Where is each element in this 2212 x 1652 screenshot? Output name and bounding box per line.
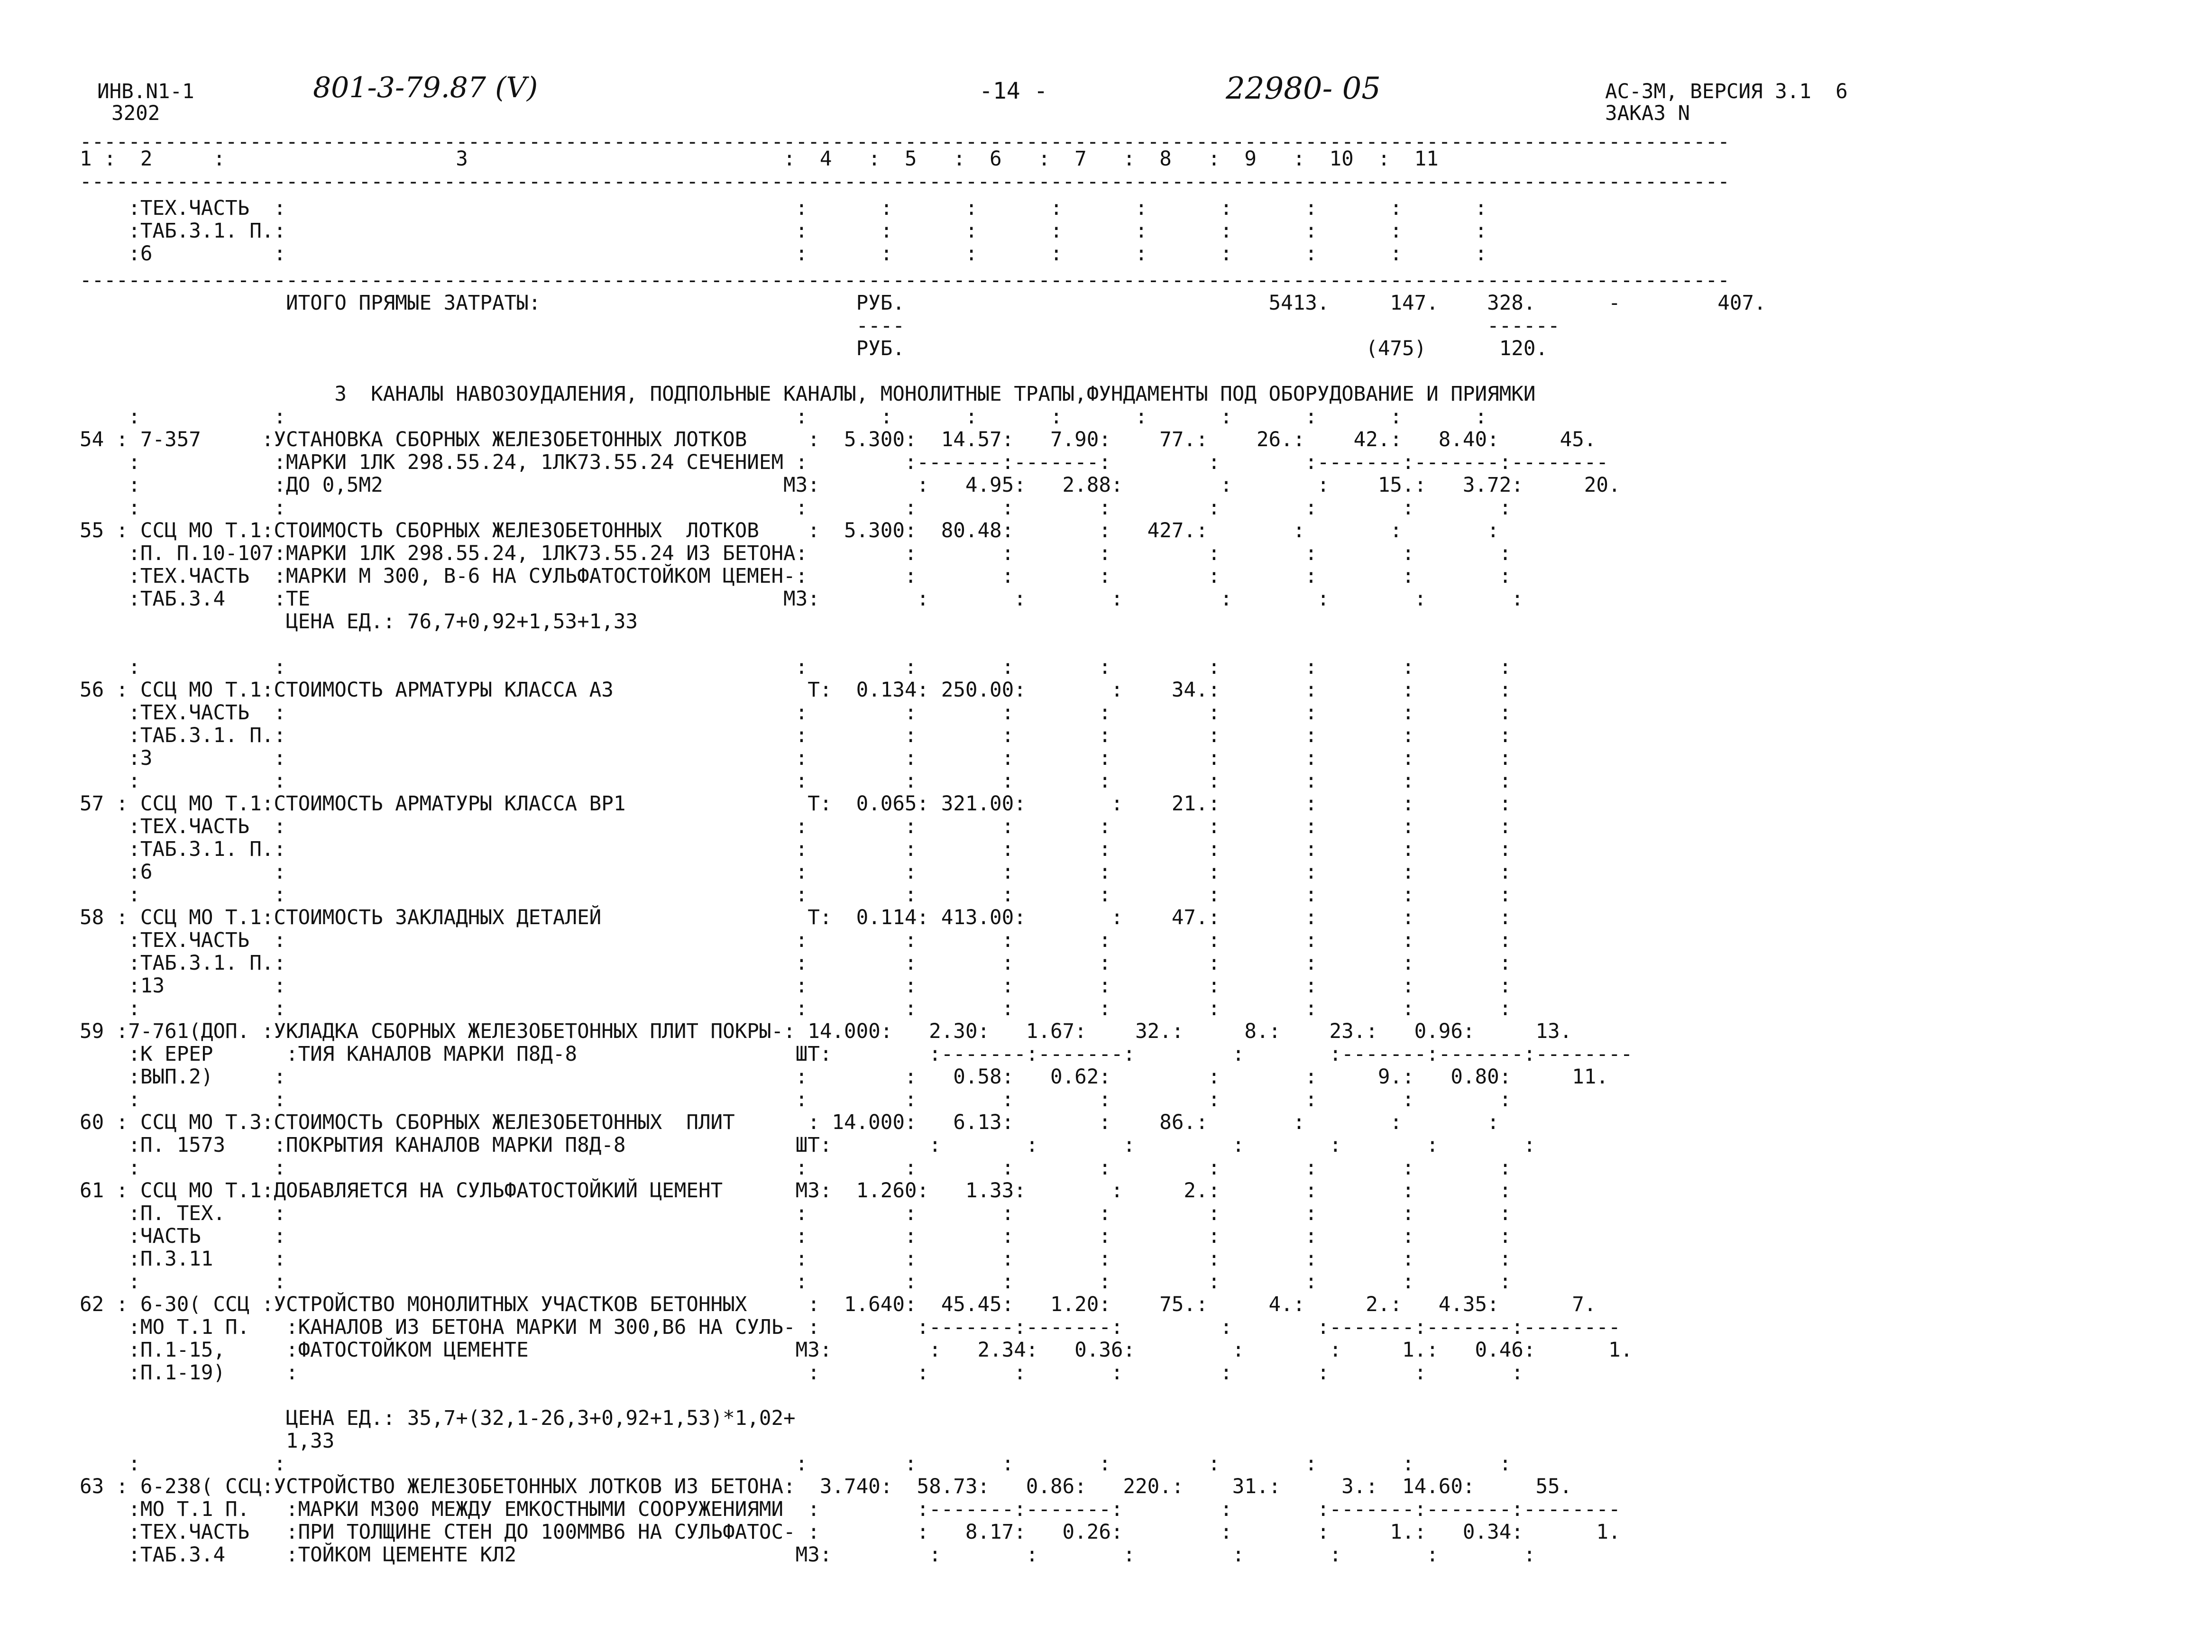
table-line: 56 : ССЦ МО Т.1:СТОИМОСТЬ АРМАТУРЫ КЛАССА А3 Т: 0.134: 250.00: : 34.: : : : bbox=[80, 679, 1512, 702]
table-line: :К ЕРЕР :ТИЯ КАНАЛОВ МАРКИ П8Д-8 ШТ: :-------:-------: : :-------:-------:-------- bbox=[80, 1043, 1633, 1066]
table-line: : : : : : : : : : : bbox=[80, 1156, 1512, 1180]
table-line: :ТЕХ.ЧАСТЬ : : : : : : : : : bbox=[80, 701, 1512, 725]
table-line: :ТАБ.3.1. П.: : : : : : : : : bbox=[80, 724, 1512, 747]
table-line: :3 : : : : : : : : : bbox=[80, 747, 1512, 770]
table-line: : :ДО 0,5М2 М3: : 4.95: 2.88: : : 15.: 3.72: 20. bbox=[80, 474, 1621, 497]
table-line: 61 : ССЦ МО Т.1:ДОБАВЛЯЕТСЯ НА СУЛЬФАТОСТОЙКИЙ ЦЕМЕНТ М3: 1.260: 1.33: : 2.: : : : bbox=[80, 1179, 1512, 1202]
document-code: 801-3-79.87 (V) bbox=[313, 71, 538, 104]
table-line: :6 : : : : : : : : : : bbox=[80, 242, 1487, 266]
table-line: :ТАБ.3.4 :ТЕ М3: : : : : : : : bbox=[80, 587, 1524, 611]
table-line: :ТЕХ.ЧАСТЬ :ПРИ ТОЛЩИНЕ СТЕН ДО 100ММВ6 НА СУЛЬФАТОС- : : 8.17: 0.26: : : 1.: 0.34: 1. bbox=[80, 1521, 1621, 1544]
table-line: 60 : ССЦ МО Т.3:СТОИМОСТЬ СБОРНЫХ ЖЕЛЕЗОБЕТОННЫХ ПЛИТ : 14.000: 6.13: : 86.: : : : bbox=[80, 1111, 1499, 1134]
table-line: ---------------------------------------------------------------------------------------------------------------------------------------- bbox=[80, 170, 1730, 193]
table-line: :ТЕХ.ЧАСТЬ : : : : : : : : : bbox=[80, 815, 1512, 838]
table-line: :П. П.10-107:МАРКИ 1ЛК 298.55.24, 1ЛК73.55.24 ИЗ БЕТОНА: : : : : : : : bbox=[80, 542, 1512, 565]
table-line: :МО Т.1 П. :КАНАЛОВ ИЗ БЕТОНА МАРКИ М 300,В6 НА СУЛЬ- : :-------:-------: : :-------:-------:-------- bbox=[80, 1316, 1621, 1339]
table-line: ЦЕНА ЕД.: 76,7+0,92+1,53+1,33 bbox=[80, 610, 638, 633]
table-line: 62 : 6-30( ССЦ :УСТРОЙСТВО МОНОЛИТНЫХ УЧАСТКОВ БЕТОННЫХ : 1.640: 45.45: 1.20: 75.: 4.: 2.: 4.35: 7. bbox=[80, 1293, 1597, 1316]
table-line: :ТАБ.3.1. П.: : : : : : : : : : bbox=[80, 220, 1487, 243]
table-line: : : : : : : : : : : bbox=[80, 1270, 1512, 1294]
table-line: ---- ------ bbox=[80, 314, 1560, 338]
table-line: 3 КАНАЛЫ НАВОЗОУДАЛЕНИЯ, ПОДПОЛЬНЫЕ КАНАЛЫ, МОНОЛИТНЫЕ ТРАПЫ,ФУНДАМЕНТЫ ПОД ОБОРУДОВАНИЕ И ПРИЯМКИ bbox=[80, 383, 1536, 406]
table-line: 57 : ССЦ МО Т.1:СТОИМОСТЬ АРМАТУРЫ КЛАССА ВР1 Т: 0.065: 321.00: : 21.: : : : bbox=[80, 792, 1512, 816]
table-line: : : : : : : : : : : bbox=[80, 656, 1512, 679]
table-line: :П. 1573 :ПОКРЫТИЯ КАНАЛОВ МАРКИ П8Д-8 ШТ: : : : : : : : bbox=[80, 1134, 1536, 1157]
table-line: 1,33 bbox=[80, 1430, 335, 1453]
program-version: АС-3М, ВЕРСИЯ 3.1 6 bbox=[1605, 80, 1848, 103]
table-line: :П.1-15, :ФАТОСТОЙКОМ ЦЕМЕНТЕ М3: : 2.34: 0.36: : : 1.: 0.46: 1. bbox=[80, 1339, 1633, 1362]
inventory-number: ИНВ.N1-1 bbox=[97, 80, 194, 103]
table-line: : : : : : : : : : : bbox=[80, 770, 1512, 793]
table-line: :ТЕХ.ЧАСТЬ : : : : : : : : : : bbox=[80, 197, 1487, 220]
table-line: :П.1-19) : : : : : : : : : bbox=[80, 1361, 1524, 1385]
table-line: :ТЕХ.ЧАСТЬ :МАРКИ М 300, В-6 НА СУЛЬФАТОСТОЙКОМ ЦЕМЕН-: : : : : : : : bbox=[80, 565, 1512, 588]
table-line: 59 :7-761(ДОП. :УКЛАДКА СБОРНЫХ ЖЕЛЕЗОБЕТОННЫХ ПЛИТ ПОКРЫ-: 14.000: 2.30: 1.67: 32.: 8.: 23.: 0.96: 13. bbox=[80, 1020, 1572, 1043]
table-line: ЦЕНА ЕД.: 35,7+(32,1-26,3+0,92+1,53)*1,02+ bbox=[80, 1407, 796, 1430]
order-number: ЗАКАЗ N bbox=[1605, 102, 1690, 125]
stamp-number: 22980- 05 bbox=[1226, 71, 1381, 106]
table-line: 55 : ССЦ МО Т.1:СТОИМОСТЬ СБОРНЫХ ЖЕЛЕЗОБЕТОННЫХ ЛОТКОВ : 5.300: 80.48: : 427.: : : : bbox=[80, 519, 1499, 542]
table-line: :П. ТЕХ. : : : : : : : : : bbox=[80, 1202, 1512, 1225]
table-line: ИТОГО ПРЯМЫЕ ЗАТРАТЫ: РУБ. 5413. 147. 328. - 407. bbox=[80, 292, 1766, 315]
table-line: : : : : : : : : : : bbox=[80, 1088, 1512, 1111]
table-line: : : : : : : : : : : bbox=[80, 997, 1512, 1020]
table-line: 1 : 2 : 3 : 4 : 5 : 6 : 7 : 8 : 9 : 10 : 11 bbox=[80, 147, 1439, 171]
table-line: :ЧАСТЬ : : : : : : : : : bbox=[80, 1225, 1512, 1248]
table-line: : : : : : : : : : : bbox=[80, 496, 1512, 520]
table-line: :ТАБ.3.4 :ТОЙКОМ ЦЕМЕНТЕ КЛ2 М3: : : : : : : : bbox=[80, 1543, 1536, 1567]
table-line: :П.3.11 : : : : : : : : : bbox=[80, 1248, 1512, 1271]
table-line: :6 : : : : : : : : : bbox=[80, 861, 1512, 884]
table-line: :13 : : : : : : : : : bbox=[80, 974, 1512, 998]
table-line: 63 : 6-238( ССЦ:УСТРОЙСТВО ЖЕЛЕЗОБЕТОННЫХ ЛОТКОВ ИЗ БЕТОНА: 3.740: 58.73: 0.86: 220.: 31.: 3.: 14.60: 55. bbox=[80, 1475, 1572, 1498]
table-line: : :МАРКИ 1ЛК 298.55.24, 1ЛК73.55.24 СЕЧЕНИЕМ : :-------:-------: : :-------:-------:-------- bbox=[80, 451, 1608, 474]
table-line: 58 : ССЦ МО Т.1:СТОИМОСТЬ ЗАКЛАДНЫХ ДЕТАЛЕЙ Т: 0.114: 413.00: : 47.: : : : bbox=[80, 906, 1512, 929]
table-line: :МО Т.1 П. :МАРКИ М300 МЕЖДУ ЕМКОСТНЫМИ СООРУЖЕНИЯМИ : :-------:-------: : :-------:-------:-------- bbox=[80, 1498, 1621, 1521]
table-line: : : : : : : : : : : : bbox=[80, 405, 1487, 429]
table-line: ---------------------------------------------------------------------------------------------------------------------------------------- bbox=[80, 269, 1730, 292]
table-line: : : : : : : : : : : bbox=[80, 1452, 1512, 1476]
table-line: :ВЫП.2) : : : 0.58: 0.62: : : 9.: 0.80: 11. bbox=[80, 1065, 1608, 1089]
table-line: 54 : 7-357 :УСТАНОВКА СБОРНЫХ ЖЕЛЕЗОБЕТОННЫХ ЛОТКОВ : 5.300: 14.57: 7.90: 77.: 26.: 42.: 8.40: 45. bbox=[80, 428, 1597, 451]
table-line: РУБ. (475) 120. bbox=[80, 337, 1548, 360]
table-line: :ТЕХ.ЧАСТЬ : : : : : : : : : bbox=[80, 929, 1512, 952]
table-line: : : : : : : : : : : bbox=[80, 883, 1512, 907]
table-line: :ТАБ.3.1. П.: : : : : : : : : bbox=[80, 952, 1512, 975]
page-number: -14 - bbox=[979, 78, 1048, 104]
inventory-sheet: 3202 bbox=[111, 102, 160, 125]
table-line: :ТАБ.3.1. П.: : : : : : : : : bbox=[80, 838, 1512, 861]
table-line: ---------------------------------------------------------------------------------------------------------------------------------------- bbox=[80, 130, 1730, 154]
